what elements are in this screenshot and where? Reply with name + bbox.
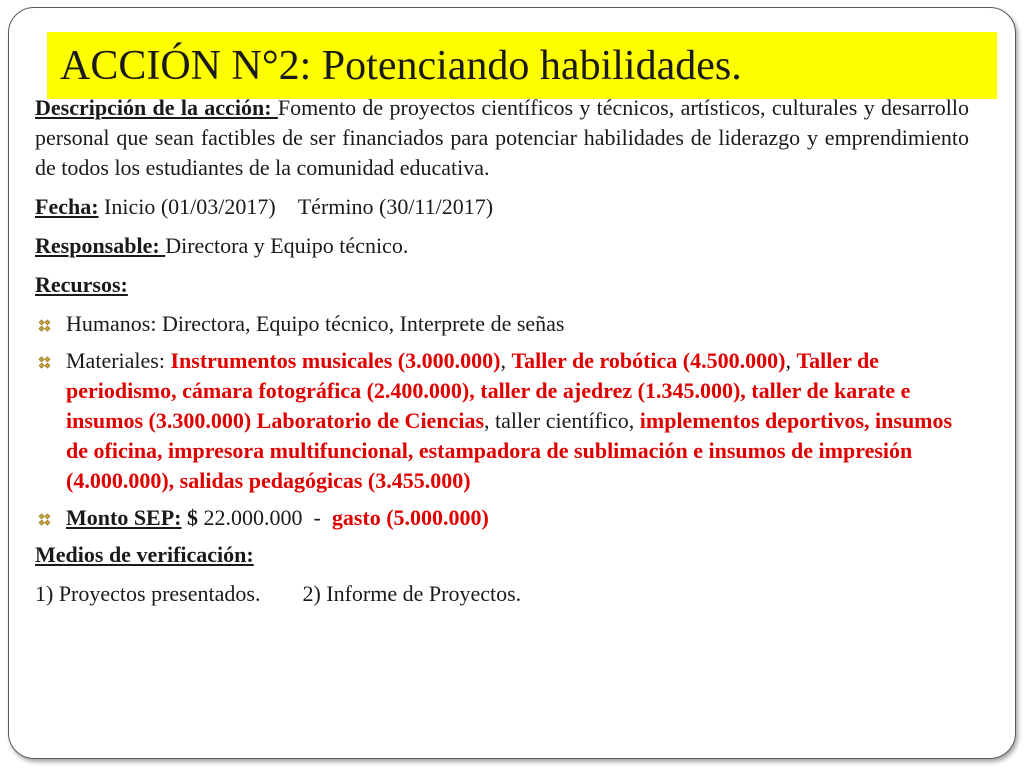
materiales-label: Materiales: [66,348,171,373]
descripcion-text: Fomento de proyectos científicos y técnicos, artísticos, culturales y desarrollo personal que sean factibles de ser financiados para potenciar habilidades de liderazgo y emprendimiento de todos los estudiantes de la comunidad educativa. [35,95,969,180]
diamond-bullet-icon [38,356,51,369]
materiales-item-implementos: implementos deportivos, insumos de oficina, impresora multifuncional, estampadora de sublimación e insumos de impresión (4.000.000), salidas pedagógicas (3.455.000) [66,408,953,493]
materiales-item-robotica: Taller de robótica (4.500.000) [511,348,786,373]
fecha-inicio: Inicio (01/03/2017) [104,194,276,219]
descripcion-paragraph [35,93,969,183]
materiales-sep: , [500,348,512,373]
monto-separator: - [302,505,327,530]
materiales-item-instrumentos: Instrumentos musicales (3.000.000) [170,348,501,373]
fecha-termino: Término (30/11/2017) [297,194,494,219]
responsable-line [35,231,969,261]
recursos-label: Recursos: [35,272,128,297]
materiales-sep: , [785,348,797,373]
fecha-line [35,192,969,222]
responsable-value: Directora y Equipo técnico. [165,233,409,258]
materiales-sep: , taller científico, [484,408,640,433]
monto-currency: $ [181,505,204,530]
monto-label: Monto SEP: [66,505,182,530]
diamond-bullet-icon [38,513,51,526]
verificacion-item-2: 2) Informe de Proyectos. [302,581,522,606]
bullet-materiales [35,346,969,496]
recursos-heading [35,270,969,300]
slide-body [35,93,969,618]
fecha-label: Fecha: [35,194,99,219]
verificacion-heading [35,540,969,570]
verificacion-items [35,579,969,609]
bullet-humanos [35,309,969,339]
descripcion-label: Descripción de la acción: [35,95,278,120]
humanos-text: Humanos: Directora, Equipo técnico, Interprete de señas [66,311,565,336]
slide-title: ACCIÓN N°2: Potenciando habilidades. [60,43,742,89]
monto-amount: 22.000.000 [203,505,303,530]
diamond-bullet-icon [38,319,51,332]
bullet-monto [35,503,969,533]
responsable-label: Responsable: [35,233,166,258]
verificacion-item-1: 1) Proyectos presentados. [35,581,261,606]
verificacion-label: Medios de verificación: [35,542,254,567]
materiales-item-talleres: Taller de periodismo, cámara fotográfica (2.400.000), taller de ajedrez (1.345.000), taller de karate e insumos (3.300.000) Laboratorio de Ciencias [66,348,911,433]
monto-gasto: gasto (5.000.000) [331,505,489,530]
